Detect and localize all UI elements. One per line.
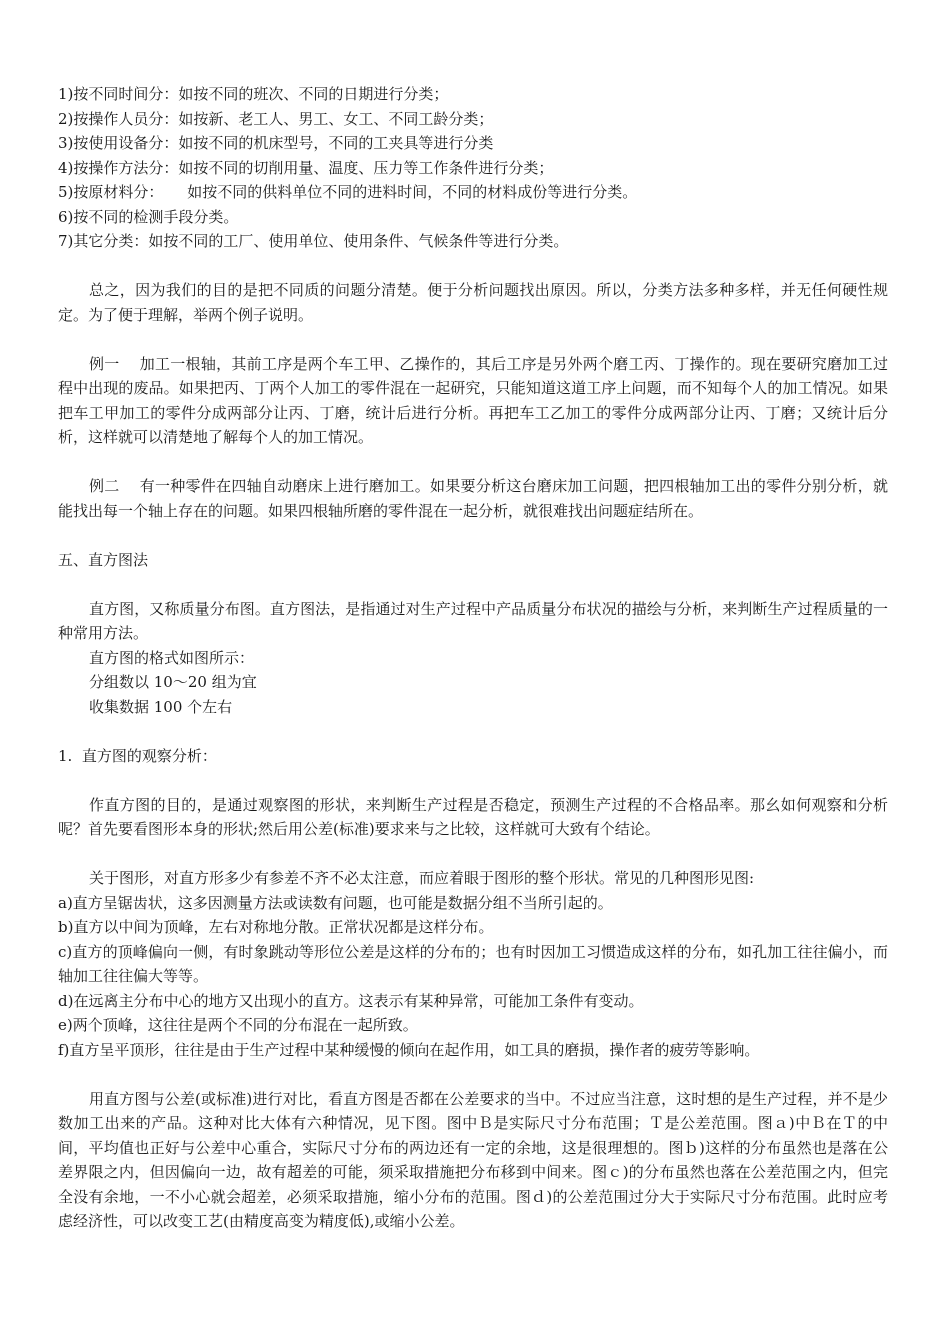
document-page xyxy=(58,82,888,1234)
comparison-paragraph: 用直方图与公差(或标准)进行对比，看直方图是否都在公差要求的当中。不过应当注意，这时想的是生产过程，并不是少数加工出来的产品。这种对比大体有六种情况，见下图。图中Ｂ是实际尺寸分布范围；Ｔ是公差范围。图ａ)中Ｂ在Ｔ的中间，平均值也正好与公差中心重合，实际尺寸分布的两边还有一定的余地，这是很理想的。图ｂ)这样的分布虽然也是落在公差界限之内，但因偏向一边，故有超差的可能，须采取措施把分布移到中间来。图ｃ)的分布虽然也落在公差范围之内，但完全没有余地，一不小心就会超差，必须采取措施，缩小分布的范围。图ｄ)的公差范围过分大于实际尺寸分布范围。此时应考虑经济性，可以改变工艺(由精度高变为精度低),或缩小公差。 xyxy=(58,1089,888,1230)
shapes-intro: 关于图形，对直方形多少有参差不齐不必太注意，而应着眼于图形的整个形状。常见的几种图形见图: xyxy=(89,869,755,887)
purpose-paragraph: 作直方图的目的，是通过观察图的形状，来判断生产过程是否稳定，预测生产过程的不合格品率。那幺如何观察和分析呢？首先要看图形本身的形状;然后用公差(标准)要求来与之比较，这样就可大致有个结论。 xyxy=(58,795,888,838)
section-heading: 五、直方图法 xyxy=(58,550,149,569)
list-item: 3)按使用设备分：如按不同的机床型号，不同的工夹具等进行分类 xyxy=(58,134,494,152)
list-item: c)直方的顶峰偏向一侧，有时象跳动等形位公差是这样的分布的；也有时因加工习惯造成这样的分布，如孔加工往往偏小，而轴加工往往偏大等等。 xyxy=(58,942,888,985)
list-item: 2)按操作人员分：如按新、老工人、男工、女工、不同工龄分类； xyxy=(58,109,494,128)
list-item: a)直方呈锯齿状，这多因测量方法或读数有问题，也可能是数据分组不当所引起的。 xyxy=(58,893,613,912)
list-item: 6)按不同的检测手段分类。 xyxy=(58,207,239,226)
list-item: 4)按操作方法分：如按不同的切削用量、温度、压力等工作条件进行分类； xyxy=(58,158,554,177)
shapes-list xyxy=(58,891,888,1063)
list-item: 1)按不同时间分：如按不同的班次、不同的日期进行分类； xyxy=(58,85,449,103)
histogram-format-line: 直方图的格式如图所示： xyxy=(89,648,255,667)
subsection-heading: 1. 直方图的观察分析： xyxy=(58,746,217,765)
list-item: 5)按原材料分： 如按不同的供料单位不同的进料时间，不同的材料成份等进行分类。 xyxy=(58,183,638,201)
list-item: b)直方以中间为顶峰，左右对称地分散。正常状况都是这样分布。 xyxy=(58,918,494,936)
list-item: d)在远离主分布中心的地方又出现小的直方。这表示有某种异常，可能加工条件有变动。 xyxy=(58,991,644,1010)
histogram-definition: 直方图，又称质量分布图。直方图法，是指通过对生产过程中产品质量分布状况的描绘与分析，来判断生产过程质量的一种常用方法。 xyxy=(58,599,888,642)
summary-paragraph: 总之，因为我们的目的是把不同质的问题分清楚。便于分析问题找出原因。所以，分类方法多种多样，并无任何硬性规定。为了便于理解，举两个例子说明。 xyxy=(58,281,888,324)
list-item: e)两个顶峰，这往往是两个不同的分布混在一起所致。 xyxy=(58,1016,418,1034)
example-one-paragraph: 例一 加工一根轴，其前工序是两个车工甲、乙操作的，其后工序是另外两个磨工丙、丁操作的。现在要研究磨加工过程中出现的废品。如果把丙、丁两个人加工的零件混在一起研究，只能知道这道工序上问题，而不知每个人的加工情况。如果把车工甲加工的零件分成两部分让丙、丁磨，统计后进行分析。再把车工乙加工的零件分成两部分让丙、丁磨；又统计后分析，这样就可以清楚地了解每个人的加工情况。 xyxy=(58,354,888,446)
list-item: 7)其它分类：如按不同的工厂、使用单位、使用条件、气候条件等进行分类。 xyxy=(58,232,569,250)
classification-list xyxy=(58,82,888,254)
list-item: f)直方呈平顶形，往往是由于生产过程中某种缓慢的倾向在起作用，如工具的磨损，操作者的疲劳等影响。 xyxy=(58,1040,760,1059)
histogram-format-line: 分组数以 10～20 组为宜 xyxy=(89,673,257,691)
example-two-paragraph: 例二 有一种零件在四轴自动磨床上进行磨加工。如果要分析这台磨床加工问题，把四根轴加工出的零件分别分析，就能找出每一个轴上存在的问题。如果四根轴所磨的零件混在一起分析，就很难找出问题症结所在。 xyxy=(58,477,888,520)
histogram-format-line: 收集数据 100 个左右 xyxy=(89,697,233,716)
